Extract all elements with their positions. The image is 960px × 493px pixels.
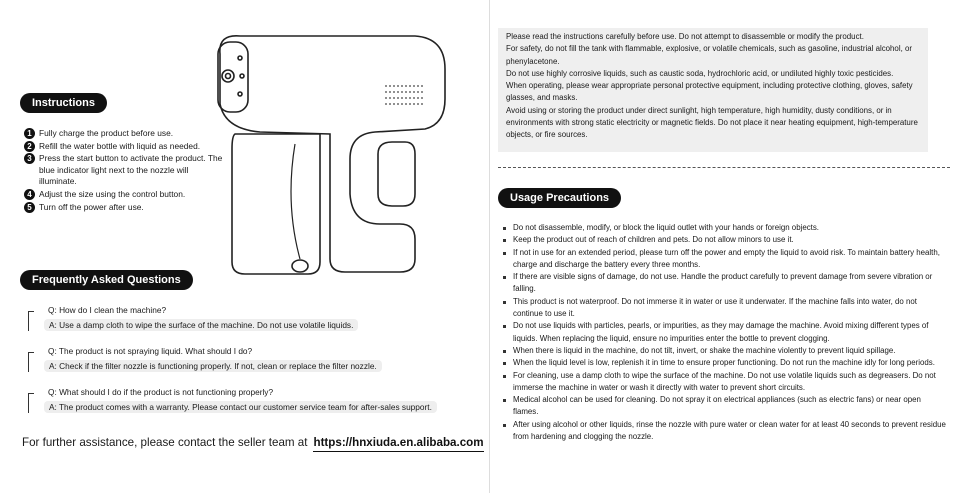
bracket-icon — [28, 352, 34, 372]
step-text: Adjust the size using the control button. — [39, 188, 186, 199]
list-item: Keep the product out of reach of children and pets. Do not allow minors to use it. — [503, 234, 948, 246]
faq-heading: Frequently Asked Questions — [20, 270, 193, 290]
list-item: If there are visible signs of damage, do not use. Handle the product carefully to prevent damage from severe vibration or falling. — [503, 271, 948, 296]
faq-answer: A: The product comes with a warranty. Please contact our customer service team for after-sales support. — [44, 401, 437, 413]
step-text: Turn off the power after use. — [39, 201, 144, 212]
instruction-step — [24, 153, 224, 188]
list-item: For cleaning, use a damp cloth to wipe the surface of the machine. Do not use volatile liquids such as degreasers. Do not immerse the machine in water or wash it directly with water to prevent short circuits. — [503, 370, 948, 395]
safety-notice-box — [498, 28, 928, 152]
instruction-steps — [24, 128, 224, 214]
list-item: Medical alcohol can be used for cleaning. Do not spray it on electrical appliances (such as electric fans) or near open flames. — [503, 394, 948, 419]
faq-answer: A: Check if the filter nozzle is functioning properly. If not, clean or replace the filter nozzle. — [44, 360, 382, 372]
list-item: When there is liquid in the machine, do not tilt, invert, or shake the machine violently to prevent liquid spillage. — [503, 345, 948, 357]
step-text: Fully charge the product before use. — [39, 128, 174, 138]
step-text: Refill the water bottle with liquid as needed. — [39, 140, 201, 151]
contact-text: For further assistance, please contact the seller team at — [22, 436, 308, 449]
sprayer-illustration — [200, 24, 470, 279]
notice-line: Avoid using or storing the product under direct sunlight, high temperature, high humidity, dusty conditions, or in environments with strong static electricity or magnetic fields. Do not place it near heating equipment, high-temperature objects, or fire sources. — [506, 105, 918, 140]
notice-line: For safety, do not fill the tank with flammable, explosive, or volatile chemicals, such as gasoline, industrial alcohol, or phenylacetone. — [506, 44, 912, 66]
notice-line: Please read the instructions carefully before use. Do not attempt to disassemble or modify the product. — [506, 32, 864, 41]
usage-precautions-heading: Usage Precautions — [498, 188, 621, 208]
bracket-icon — [28, 311, 34, 331]
notice-line: Do not use highly corrosive liquids, such as caustic soda, hydrochloric acid, or undiluted highly toxic pesticides. — [506, 68, 894, 78]
faq-question: Q: The product is not spraying liquid. What should I do? — [48, 346, 253, 356]
faq-question: Q: How do I clean the machine? — [48, 305, 167, 315]
seller-link[interactable]: https://hnxiuda.en.alibaba.com — [313, 436, 483, 452]
notice-line: When operating, please wear appropriate personal protective equipment, including protective clothing, gloves, safety glasses, and masks. — [506, 81, 913, 103]
faq-answer: A: Use a damp cloth to wipe the surface of the machine. Do not use volatile liquids. — [44, 319, 358, 331]
instruction-step — [24, 141, 224, 153]
step-number-icon: 2 — [24, 141, 35, 152]
instructions-heading: Instructions — [20, 93, 107, 113]
list-item: After using alcohol or other liquids, rinse the nozzle with pure water or clean water for at least 40 seconds to prevent residue from hardening and clogging the nozzle. — [503, 419, 948, 444]
step-number-icon: 5 — [24, 202, 35, 213]
bracket-icon — [28, 393, 34, 413]
instruction-step — [24, 189, 224, 201]
list-item: When the liquid level is low, replenish it in time to ensure proper functioning. Do not run the machine idly for long periods. — [503, 357, 948, 369]
list-item: Do not use liquids with particles, pearls, or impurities, as they may damage the machine. Avoid mixing different types of liquids. When replacing the liquid, ensure no impurities enter the bottle to prevent clogging. — [503, 320, 948, 345]
contact-footer — [22, 436, 484, 449]
page-divider — [489, 0, 490, 493]
precautions-list — [503, 222, 948, 443]
step-number-icon: 1 — [24, 128, 35, 139]
faq-question: Q: What should I do if the product is not functioning properly? — [48, 387, 274, 397]
instruction-step — [24, 202, 224, 214]
dashed-divider — [498, 167, 950, 168]
step-number-icon: 4 — [24, 189, 35, 200]
step-number-icon: 3 — [24, 153, 35, 164]
step-text: Press the start button to activate the product. The blue indicator light next to the nozzle will illuminate. — [39, 153, 223, 187]
list-item: Do not disassemble, modify, or block the liquid outlet with your hands or foreign objects. — [503, 222, 948, 234]
list-item: This product is not waterproof. Do not immerse it in water or use it underwater. If the machine falls into water, do not continue to use it. — [503, 296, 948, 321]
list-item: If not in use for an extended period, please turn off the power and empty the liquid to avoid risk. To maintain battery health, charge and discharge the battery every three months. — [503, 247, 948, 272]
instruction-step — [24, 128, 224, 140]
